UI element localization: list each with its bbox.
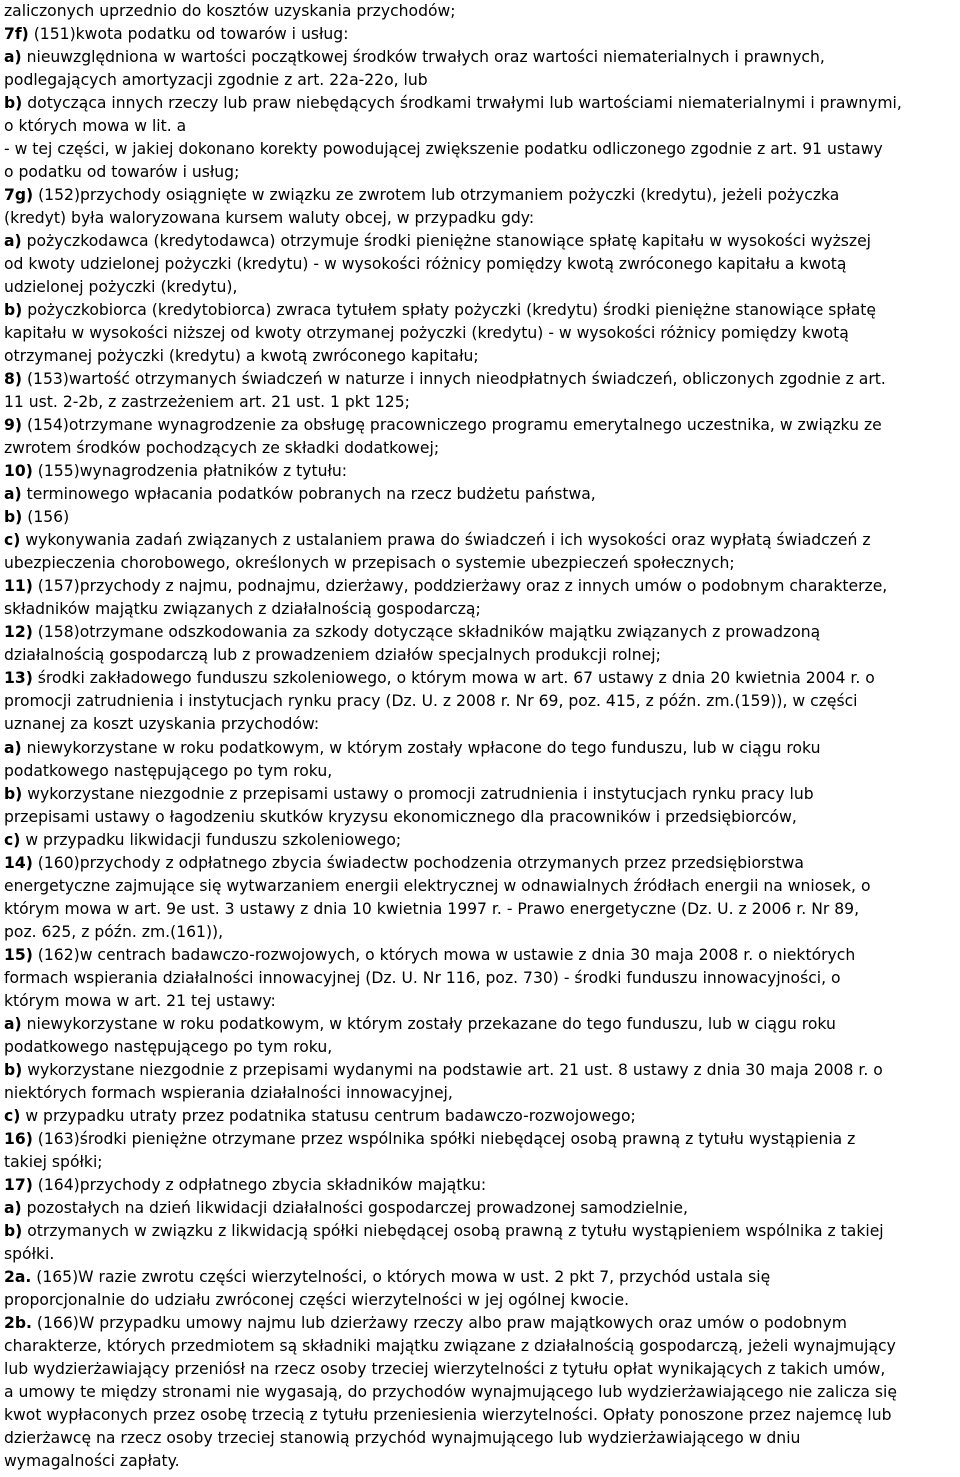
text-line	[4, 46, 958, 69]
line-text: charakterze, których przedmiotem są składniki majątku związane z działalnością gospodarczą, jeżeli wynajmujący	[4, 1336, 896, 1355]
line-text: niektórych formach wspierania działalności innowacyjnej,	[4, 1083, 453, 1102]
item-marker: 16)	[4, 1129, 33, 1148]
text-line	[4, 368, 958, 391]
text-line	[4, 529, 958, 552]
text-line	[4, 345, 958, 368]
item-marker: 9)	[4, 416, 22, 435]
text-line	[4, 23, 958, 46]
item-marker: b)	[4, 784, 23, 803]
text-line	[4, 737, 958, 760]
line-text: lub wydzierżawiający przeniósł na rzecz osoby trzeciej wierzytelności z tytułu opłat wynikających z takich umów,	[4, 1359, 886, 1378]
line-text: o których mowa w lit. a	[4, 117, 187, 136]
line-text: podlegających amortyzacji zgodnie z art. 22a-22o, lub	[4, 71, 428, 90]
text-line	[4, 391, 958, 414]
text-line	[4, 184, 958, 207]
text-line	[4, 1289, 958, 1312]
line-text: kwot wypłaconych przez osobę trzecią z tytułu przeniesienia wierzytelności. Opłaty ponoszone przez najemcę lub	[4, 1405, 892, 1424]
text-line	[4, 944, 958, 967]
text-line	[4, 1174, 958, 1197]
item-marker: 10)	[4, 462, 33, 481]
line-text: poz. 625, z późn. zm.(161)),	[4, 922, 224, 941]
text-line	[4, 414, 958, 437]
line-text: promocji zatrudnienia i instytucjach rynku pracy (Dz. U. z 2008 r. Nr 69, poz. 415, z późn. zm.(159)), w części	[4, 692, 858, 711]
item-marker: b)	[4, 508, 23, 527]
text-line	[4, 875, 958, 898]
text-line	[4, 1105, 958, 1128]
text-line	[4, 460, 958, 483]
line-text: (154)otrzymane wynagrodzenie za obsługę pracowniczego programu emerytalnego uczestnika, w związku ze	[21, 416, 882, 435]
text-line	[4, 483, 958, 506]
text-line	[4, 0, 958, 23]
text-line	[4, 276, 958, 299]
line-text: niewykorzystane w roku podatkowym, w którym zostały przekazane do tego funduszu, lub w ciągu roku	[21, 1014, 836, 1033]
text-line	[4, 806, 958, 829]
text-line	[4, 990, 958, 1013]
line-text: energetyczne zajmujące się wytwarzaniem energii elektrycznej w odnawialnych źródłach energii na wniosek, o	[4, 876, 871, 895]
line-text: którym mowa w art. 9e ust. 3 ustawy z dnia 10 kwietnia 1997 r. - Prawo energetyczne (Dz. U. z 2006 r. Nr 89,	[4, 899, 860, 918]
item-marker: a)	[4, 1014, 22, 1033]
text-line	[4, 1036, 958, 1059]
text-line	[4, 713, 958, 736]
document-body	[4, 0, 958, 1473]
line-text: 11 ust. 2-2b, z zastrzeżeniem art. 21 ust. 1 pkt 125;	[4, 393, 410, 412]
text-line	[4, 1427, 958, 1450]
line-text: formach wspierania działalności innowacyjnej (Dz. U. Nr 116, poz. 730) - środki funduszu innowacyjności, o	[4, 968, 841, 987]
line-text: przepisami ustawy o łagodzeniu skutków kryzysu ekonomicznego dla pracowników i przedsiębiorców,	[4, 807, 797, 826]
text-line	[4, 667, 958, 690]
item-marker: 8)	[4, 370, 22, 389]
text-line	[4, 437, 958, 460]
text-line	[4, 1128, 958, 1151]
line-text: takiej spółki;	[4, 1152, 103, 1171]
line-text: wykorzystane niezgodnie z przepisami ustawy o promocji zatrudnienia i instytucjach rynku pracy lub	[22, 784, 814, 803]
text-line	[4, 967, 958, 990]
text-line	[4, 92, 958, 115]
line-text: otrzymanych w związku z likwidacją spółki niebędącej osobą prawną z tytułu wystąpieniem wspólnika z takiej	[22, 1221, 884, 1240]
text-line	[4, 1381, 958, 1404]
text-line	[4, 598, 958, 621]
line-text: pozostałych na dzień likwidacji działalności gospodarczej prowadzonej samodzielnie,	[21, 1198, 688, 1217]
item-marker: 12)	[4, 623, 33, 642]
item-marker: 7g)	[4, 186, 34, 205]
item-marker: 15)	[4, 945, 33, 964]
line-text: pożyczkobiorca (kredytobiorca) zwraca tytułem spłaty pożyczki (kredytu) środki pieniężne stanowiące spłatę	[22, 301, 876, 320]
line-text: niewykorzystane w roku podatkowym, w którym zostały wpłacone do tego funduszu, lub w ciągu roku	[21, 738, 821, 757]
line-text: spółki.	[4, 1244, 55, 1263]
line-text: od kwoty udzielonej pożyczki (kredytu) - w wysokości różnicy pomiędzy kwotą zwróconego kapitału a kwotą	[4, 255, 847, 274]
line-text: (157)przychody z najmu, podnajmu, dzierżawy, poddzierżawy oraz z innych umów o podobnym charakterze,	[32, 577, 888, 596]
text-line	[4, 1266, 958, 1289]
text-line	[4, 161, 958, 184]
item-marker: 14)	[4, 853, 33, 872]
text-line	[4, 621, 958, 644]
line-text: kapitału w wysokości niższej od kwoty otrzymanej pożyczki (kredytu) - w wysokości różnicy pomiędzy kwotą	[4, 324, 849, 343]
text-line	[4, 253, 958, 276]
text-line	[4, 1404, 958, 1427]
line-text: pożyczkodawca (kredytodawca) otrzymuje środki pieniężne stanowiące spłatę kapitału w wysokości wyższej	[21, 232, 872, 251]
text-line	[4, 644, 958, 667]
item-marker: b)	[4, 301, 23, 320]
text-line	[4, 921, 958, 944]
text-line	[4, 1243, 958, 1266]
line-text: działalnością gospodarczą lub z prowadzeniem działów specjalnych produkcji rolnej;	[4, 646, 661, 665]
line-text: (156)	[22, 508, 70, 527]
item-marker: 7f)	[4, 25, 29, 44]
line-text: składników majątku związanych z działalnością gospodarczą;	[4, 600, 481, 619]
line-text: (152)przychody osiągnięte w związku ze zwrotem lub otrzymaniem pożyczki (kredytu), jeżeli pożyczka	[33, 186, 840, 205]
text-line	[4, 1312, 958, 1335]
line-text: (151)kwota podatku od towarów i usług:	[28, 25, 349, 44]
text-line	[4, 783, 958, 806]
line-text: (158)otrzymane odszkodowania za szkody dotyczące składników majątku związanych z prowadzoną	[32, 623, 821, 642]
line-text: udzielonej pożyczki (kredytu),	[4, 278, 238, 297]
text-line	[4, 898, 958, 921]
text-line	[4, 1059, 958, 1082]
item-marker: b)	[4, 94, 23, 113]
text-line	[4, 1335, 958, 1358]
item-marker: 13)	[4, 669, 33, 688]
line-text: proporcjonalnie do udziału zwróconej części wierzytelności w jej ogólnej kwocie.	[4, 1290, 630, 1309]
line-text: (163)środki pieniężne otrzymane przez wspólnika spółki niebędącej osobą prawną z tytułu wystąpienia z	[32, 1129, 856, 1148]
line-text: wykonywania zadań związanych z ustalaniem prawa do świadczeń i ich wysokości oraz wypłatą świadczeń z	[20, 531, 871, 550]
line-text: nieuwzględniona w wartości początkowej środków trwałych oraz wartości niematerialnych i prawnych,	[21, 48, 825, 67]
line-text: podatkowego następującego po tym roku,	[4, 761, 333, 780]
line-text: wykorzystane niezgodnie z przepisami wydanymi na podstawie art. 21 ust. 8 ustawy z dnia 30 maja 2008 r. o	[22, 1060, 883, 1079]
text-line	[4, 852, 958, 875]
item-marker: a)	[4, 48, 22, 67]
line-text: (162)w centrach badawczo-rozwojowych, o których mowa w ustawie z dnia 30 maja 2008 r. o niektórych	[32, 945, 856, 964]
text-line	[4, 1358, 958, 1381]
line-text: (166)W przypadku umowy najmu lub dzierżawy rzeczy albo praw majątkowych oraz umów o podobnym	[31, 1313, 847, 1332]
line-text: wymagalności zapłaty.	[4, 1451, 180, 1470]
line-text: (155)wynagrodzenia płatników z tytułu:	[32, 462, 348, 481]
line-text: ubezpieczenia chorobowego, określonych w przepisach o systemie ubezpieczeń społecznych;	[4, 554, 735, 573]
text-line	[4, 115, 958, 138]
text-line	[4, 230, 958, 253]
line-text: a umowy te między stronami nie wygasają, do przychodów wynajmującego lub wydzierżawiającego nie zalicza się	[4, 1382, 897, 1401]
text-line	[4, 760, 958, 783]
item-marker: c)	[4, 1106, 21, 1125]
line-text: terminowego wpłacania podatków pobranych na rzecz budżetu państwa,	[21, 485, 596, 504]
item-marker: a)	[4, 232, 22, 251]
item-marker: a)	[4, 485, 22, 504]
text-line	[4, 1082, 958, 1105]
item-marker: a)	[4, 738, 22, 757]
text-line	[4, 69, 958, 92]
item-marker: c)	[4, 830, 21, 849]
text-line	[4, 1450, 958, 1473]
item-marker: 17)	[4, 1175, 33, 1194]
text-line	[4, 322, 958, 345]
item-marker: 11)	[4, 577, 33, 596]
line-text: w przypadku likwidacji funduszu szkoleniowego;	[20, 830, 402, 849]
text-line	[4, 690, 958, 713]
text-line	[4, 1220, 958, 1243]
text-line	[4, 138, 958, 161]
line-text: (kredyt) była waloryzowana kursem waluty obcej, w przypadku gdy:	[4, 209, 535, 228]
text-line	[4, 207, 958, 230]
line-text: w przypadku utraty przez podatnika statusu centrum badawczo-rozwojowego;	[20, 1106, 636, 1125]
text-line	[4, 1013, 958, 1036]
text-line	[4, 552, 958, 575]
line-text: środki zakładowego funduszu szkoleniowego, o którym mowa w art. 67 ustawy z dnia 20 kwietnia 2004 r. o	[32, 669, 875, 688]
line-text: (160)przychody z odpłatnego zbycia świadectw pochodzenia otrzymanych przez przedsiębiorstwa	[32, 853, 804, 872]
text-line	[4, 829, 958, 852]
line-text: uznanej za koszt uzyskania przychodów:	[4, 715, 320, 734]
text-line	[4, 1197, 958, 1220]
line-text: zaliczonych uprzednio do kosztów uzyskania przychodów;	[4, 2, 456, 20]
line-text: dotycząca innych rzeczy lub praw niebędących środkami trwałymi lub wartościami niematerialnymi i prawnymi,	[22, 94, 902, 113]
item-marker: 2b.	[4, 1313, 32, 1332]
line-text: (164)przychody z odpłatnego zbycia składników majątku:	[32, 1175, 487, 1194]
line-text: otrzymanej pożyczki (kredytu) a kwotą zwróconego kapitału;	[4, 347, 479, 366]
line-text: zwrotem środków pochodzących ze składki dodatkowej;	[4, 439, 440, 458]
line-text: podatkowego następującego po tym roku,	[4, 1037, 333, 1056]
line-text: o podatku od towarów i usług;	[4, 163, 240, 182]
text-line	[4, 506, 958, 529]
item-marker: b)	[4, 1060, 23, 1079]
line-text: (165)W razie zwrotu części wierzytelności, o których mowa w ust. 2 pkt 7, przychód ustala się	[31, 1267, 771, 1286]
line-text: (153)wartość otrzymanych świadczeń w naturze i innych nieodpłatnych świadczeń, obliczonych zgodnie z art.	[21, 370, 886, 389]
line-text: dzierżawcę na rzecz osoby trzeciej stanowią przychód wynajmującego lub wydzierżawiającego w dniu	[4, 1428, 801, 1447]
item-marker: c)	[4, 531, 21, 550]
text-line	[4, 299, 958, 322]
item-marker: b)	[4, 1221, 23, 1240]
text-line	[4, 1151, 958, 1174]
item-marker: 2a.	[4, 1267, 32, 1286]
line-text: którym mowa w art. 21 tej ustawy:	[4, 991, 276, 1010]
line-text: - w tej części, w jakiej dokonano korekty powodującej zwiększenie podatku odliczonego zgodnie z art. 91 ustawy	[4, 140, 883, 159]
text-line	[4, 575, 958, 598]
item-marker: a)	[4, 1198, 22, 1217]
